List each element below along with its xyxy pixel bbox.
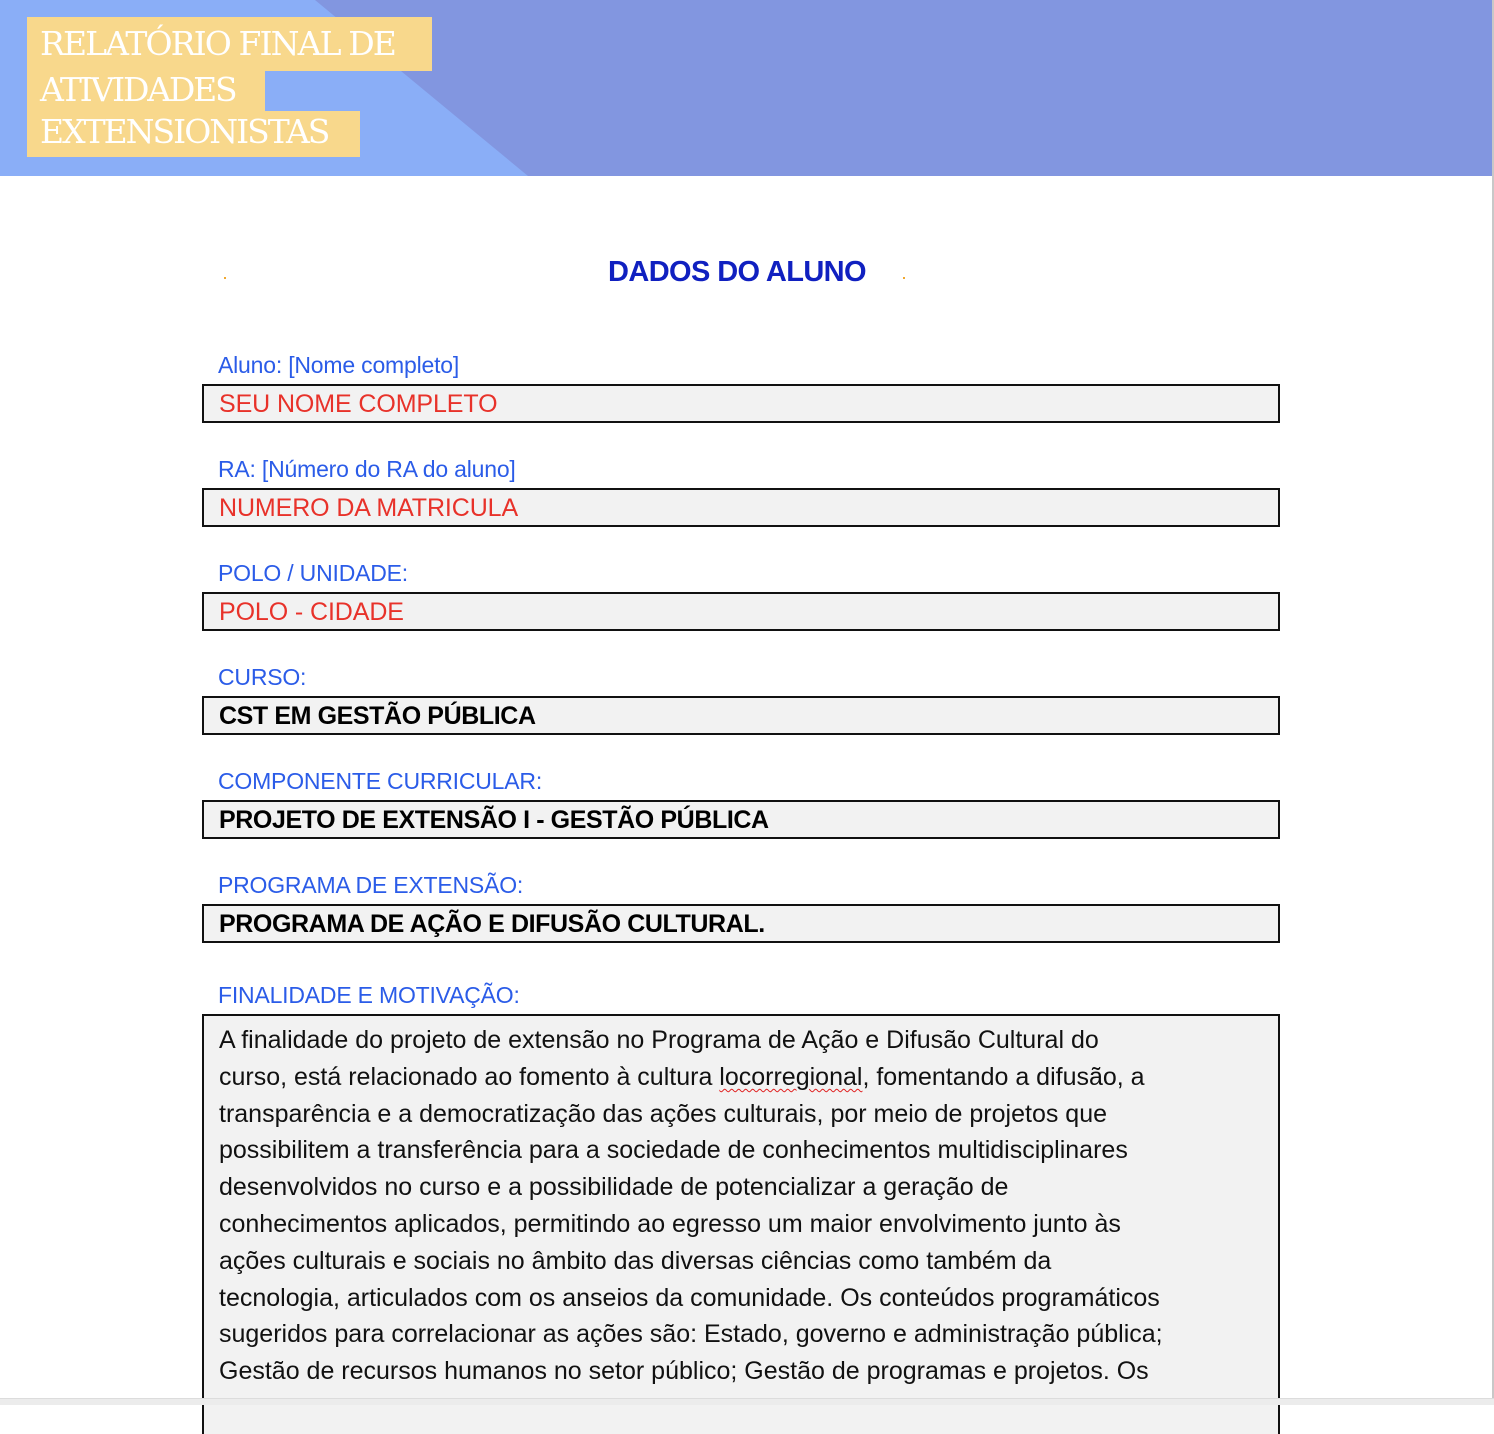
field-curso[interactable]: CST EM GESTÃO PÚBLICA	[202, 696, 1280, 735]
paragraph-line: sugeridos para correlacionar as ações são: Estado, governo e administração pública;	[219, 1320, 1163, 1349]
paragraph-line: A finalidade do projeto de extensão no Programa de Ação e Difusão Cultural do	[219, 1026, 1099, 1054]
report-title-line-3: EXTENSIONISTAS	[27, 111, 360, 157]
report-title-line-2: ATIVIDADES	[27, 71, 265, 111]
paragraph-line: tecnologia, articulados com os anseios da comunidade. Os conteúdos programáticos	[219, 1283, 1160, 1312]
paragraph-line: ações culturais e sociais no âmbito das diversas ciências como também da	[219, 1246, 1052, 1275]
field-finalidade[interactable]	[202, 1014, 1280, 1434]
spellcheck-flagged-word[interactable]: locorregional	[719, 1062, 863, 1091]
field-ra[interactable]: NUMERO DA MATRICULA	[202, 488, 1280, 527]
report-title-line-1: RELATÓRIO FINAL DE	[27, 17, 432, 71]
field-programa[interactable]: PROGRAMA DE AÇÃO E DIFUSÃO CULTURAL.	[202, 904, 1280, 943]
paragraph-line: Gestão de recursos humanos no setor público; Gestão de programas e projetos. Os	[219, 1357, 1149, 1386]
field-label-ra: RA: [Número do RA do aluno]	[218, 456, 516, 482]
paragraph-text: curso, está relacionado ao fomento à cultura	[219, 1062, 720, 1091]
section-heading	[0, 256, 1494, 289]
paragraph-text: , fomentando a difusão, a	[862, 1062, 1145, 1091]
paragraph-line	[219, 1059, 1258, 1096]
paragraph-line: transparência e a democratização das ações culturais, por meio de projetos que	[219, 1099, 1108, 1128]
paragraph-line: possibilitem a transferência para a sociedade de conhecimentos multidisciplinares	[219, 1136, 1128, 1165]
field-label-curso: CURSO:	[218, 664, 307, 690]
header-banner	[0, 0, 1492, 176]
section-heading-text: DADOS DO ALUNO	[608, 256, 866, 288]
field-label-finalidade: FINALIDADE E MOTIVAÇÃO:	[218, 982, 520, 1008]
field-aluno[interactable]: SEU NOME COMPLETO	[202, 384, 1280, 423]
field-componente[interactable]: PROJETO DE EXTENSÃO I - GESTÃO PÚBLICA	[202, 800, 1280, 839]
field-label-aluno: Aluno: [Nome completo]	[218, 352, 460, 378]
paragraph-line: conhecimentos aplicados, permitindo ao egresso um maior envolvimento junto às	[219, 1209, 1121, 1238]
field-polo[interactable]: POLO - CIDADE	[202, 592, 1280, 631]
field-label-componente: COMPONENTE CURRICULAR:	[218, 768, 543, 794]
paragraph-line: desenvolvidos no curso e a possibilidade de potencializar a geração de	[219, 1173, 1009, 1202]
field-label-polo: POLO / UNIDADE:	[218, 560, 408, 586]
field-label-programa: PROGRAMA DE EXTENSÃO:	[218, 872, 524, 898]
